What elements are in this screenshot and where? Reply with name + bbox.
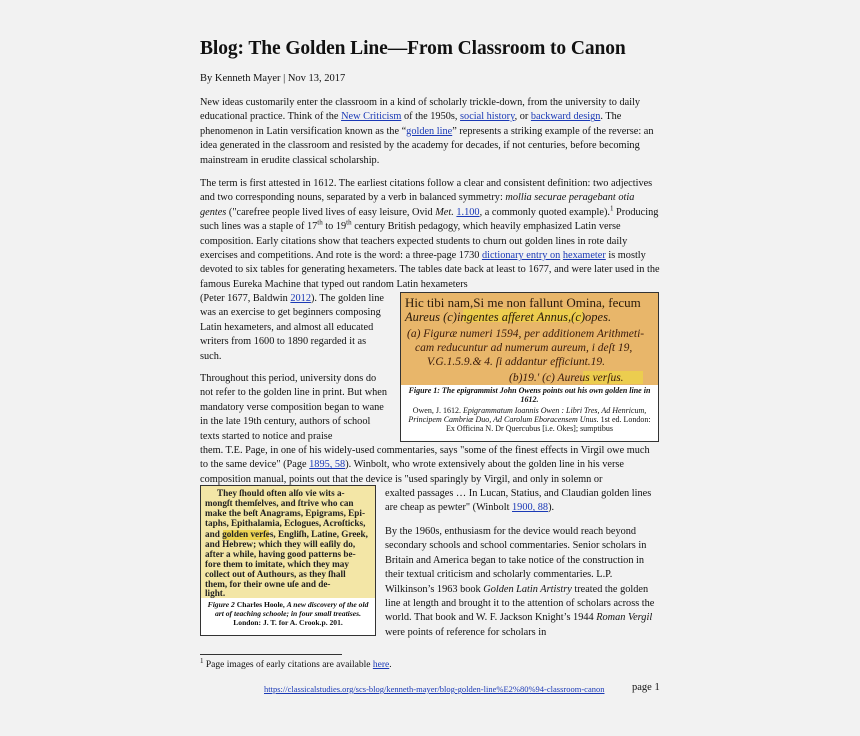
book-title: Roman Vergil bbox=[596, 612, 653, 624]
link-golden-line[interactable]: golden line bbox=[406, 125, 453, 137]
ordinal-suffix: th bbox=[346, 218, 352, 227]
scan-line: fore them to imitate, which they may bbox=[205, 559, 349, 569]
text: ). bbox=[548, 502, 555, 514]
link-social-history[interactable]: social history bbox=[460, 111, 515, 123]
figure-1-caption-title: Figure 1: The epigrammist John Owens points out his own golden line in 1612. bbox=[408, 386, 651, 404]
scan-line: V.G.1.5.9.& 4. ſi addantur efficiunt.19. bbox=[427, 356, 606, 368]
scan-line: and golden verſes, Engliſh, Latine, Greek, bbox=[205, 529, 368, 539]
text: ("carefree people lived lives of easy leisure, Ovid bbox=[226, 206, 436, 218]
scan-line: mongſt themſelves, and ſtrive who can bbox=[205, 498, 354, 508]
paragraph-4 bbox=[385, 525, 660, 640]
text: them. T.E. Page, in one of his widely-used commentaries, says "some of the finest effects in Virgil owe much to the same device" (Page bbox=[200, 445, 650, 471]
text: Epigrammatum Ioannis Owen : Libri Tres, Ad Henricum, Principem Cambriæ Duo, Ad Carolum Eboracensem Unus. bbox=[408, 406, 647, 424]
link-backward-design[interactable]: backward design bbox=[530, 111, 601, 123]
paragraph-2-continued bbox=[200, 292, 388, 364]
text: to 19 bbox=[322, 221, 347, 233]
text: ). Winbolt, who wrote extensively about the golden line in his verse composition manual, points out that the device is "used sparingly by Virgil, and only in solemn or bbox=[200, 459, 624, 485]
text: By the 1960s, enthusiasm for the device would reach beyond secondary schools and school commentaries. Senior scholars in Britain and America began to take notice of the construction in their textual criticism and scholarly commentaries. L.P. Wilkinson’s 1963 book bbox=[385, 526, 647, 595]
text: , or bbox=[514, 111, 531, 123]
footnote-marker: 1 bbox=[200, 656, 204, 665]
link-new-criticism[interactable]: New Criticism bbox=[341, 111, 402, 123]
link-page-1895[interactable]: 1895, 58 bbox=[309, 459, 346, 471]
text: New ideas customarily enter the classroom in a kind of scholarly trickle-down, from the university to daily educational practice. Think of the bbox=[200, 97, 641, 123]
figure-1 bbox=[400, 292, 659, 442]
text: century British pedagogy, which heavily emphasized Latin verse composition. Early citations show that teachers expected students to churn out golden lines in rote daily exercises and competitions. And rote is the word: a three-page 1730 bbox=[200, 221, 628, 262]
paragraph-2 bbox=[200, 177, 660, 292]
page-number: page 1 bbox=[632, 682, 660, 693]
scan-line: them, for their owne uſe and de- bbox=[205, 579, 331, 589]
scan-line: (a) Figuræ numeri 1594, per additionem Arithmeti- bbox=[407, 328, 645, 340]
figure-2-image bbox=[201, 486, 375, 598]
link-here[interactable]: here bbox=[372, 660, 390, 670]
paragraph-3-end bbox=[385, 487, 660, 516]
text: Page images of early citations are available bbox=[203, 660, 373, 670]
text: ” represents a striking example of the reverse: an idea generated in the classroom and resisted by the academy for decades, if not centuries, before becoming mainstream in erudite classical scholarship. bbox=[200, 125, 654, 166]
scan-line: (b)19.' (c) Aureus verſus. bbox=[509, 372, 624, 384]
ordinal-suffix: th bbox=[317, 218, 323, 227]
book-title: Golden Latin Artistry bbox=[483, 583, 572, 595]
text: . The phenomenon in Latin versification known as the “ bbox=[200, 111, 622, 137]
text: ). The golden line was an exercise to get beginners composing Latin hexameters, and almost all educated writers from 1600 to 1890 regarded it as such. bbox=[200, 293, 384, 362]
text: The term is first attested in 1612. The earliest citations follow a clear and consistent definition: two adjectives and two corresponding nouns, separated by a verb in balanced symmetry: bbox=[200, 178, 653, 204]
scan-line: Aureus (c)ingentes afferet Annus,(c)opes. bbox=[405, 310, 612, 324]
text: exalted passages … In Lucan, Statius, and Claudian golden lines are cheap as pewter" (Winbolt bbox=[385, 488, 652, 514]
byline: By Kenneth Mayer | Nov 13, 2017 bbox=[200, 73, 346, 84]
text: A new discovery of the old art of teaching schoole; in four small treatises. bbox=[215, 600, 369, 618]
figure-2 bbox=[200, 485, 376, 636]
text: 1st ed. London: Ex Officina N. Dr Quercubus [i.e. Okes]; sumptibus bbox=[446, 415, 651, 433]
text: , a commonly quoted example). bbox=[479, 206, 610, 218]
footnote bbox=[200, 656, 392, 670]
text: . bbox=[389, 660, 392, 670]
link-met-1-100[interactable]: 1.100 bbox=[456, 206, 480, 218]
text: Figure 2 bbox=[207, 600, 235, 609]
text: treated the golden line at length and brought it to the attention of scholars across the world. That book and W. F. Jackson Knight’s 1944 bbox=[385, 583, 655, 624]
page-title: Blog: The Golden Line—From Classroom to Canon bbox=[200, 38, 626, 59]
paragraph-3-continued bbox=[200, 444, 660, 487]
work-title: Met. bbox=[435, 206, 454, 218]
scan-line: make the beſt Anagrams, Epigrams, Epi- bbox=[205, 508, 366, 518]
link-dictionary-entry[interactable]: dictionary entry on bbox=[481, 250, 561, 262]
text: (Peter 1677, Baldwin bbox=[200, 293, 291, 304]
latin-quote: mollia securae peragebant otia gentes bbox=[200, 192, 635, 218]
figure-1-scan bbox=[401, 293, 658, 385]
scan-line: They ſhould often alſo vie wits a- bbox=[217, 488, 345, 498]
text: Producing such lines was a staple of 17 bbox=[200, 206, 659, 233]
paragraph-3: Throughout this period, university dons do not refer to the golden line in print. But when mandatory verse composition began to wane in the late 19th century, authors of school texts started to notice and praise bbox=[200, 373, 388, 442]
footer-url-link[interactable]: https://classicalstudies.org/scs-blog/kenneth-mayer/blog-golden-line%E2%80%94-classroom-canon bbox=[264, 684, 605, 694]
figure-2-scan bbox=[201, 486, 375, 598]
text: were points of reference for scholars in bbox=[385, 626, 547, 638]
footnote-marker: 1 bbox=[609, 204, 614, 213]
scan-line: light. bbox=[205, 588, 226, 598]
scan-line: after a while, having good patterns be- bbox=[205, 549, 356, 559]
scan-line: taphs, Epithalamia, Eclogues, Acroſticks, bbox=[205, 518, 366, 528]
scan-line: and Hebrew; which they will eaſily do, bbox=[205, 539, 356, 549]
footnote-divider bbox=[200, 654, 342, 655]
figure-1-image bbox=[401, 293, 658, 385]
text: London: J. T. for A. Crook.p. 201. bbox=[233, 618, 343, 627]
link-winbolt-1900[interactable]: 1900, 88 bbox=[512, 502, 549, 514]
scan-line: cam reducuntur ad numerum aureum, i deſt 19, bbox=[415, 342, 633, 354]
text: Charles Hoole, bbox=[234, 600, 287, 609]
text: Owen, J. 1612. bbox=[412, 406, 463, 415]
scan-line: collect out of Authours, as they ſhall bbox=[205, 569, 346, 579]
paragraph-1 bbox=[200, 96, 660, 168]
link-baldwin-2012[interactable]: 2012 bbox=[290, 293, 311, 304]
figure-1-caption-body bbox=[403, 406, 656, 433]
text: of the 1950s, bbox=[401, 111, 461, 123]
scan-line: Hic tibi nam,Si me non fallunt Omina, fecum bbox=[405, 295, 641, 310]
text: is mostly devoted to six tables for generating hexameters. The tables date back at least to 1677, and were later used in the famous Eureka Machine that typed out random Latin hexameters bbox=[200, 250, 660, 290]
figure-2-caption bbox=[203, 600, 373, 627]
link-hexameter[interactable]: hexameter bbox=[562, 250, 606, 262]
